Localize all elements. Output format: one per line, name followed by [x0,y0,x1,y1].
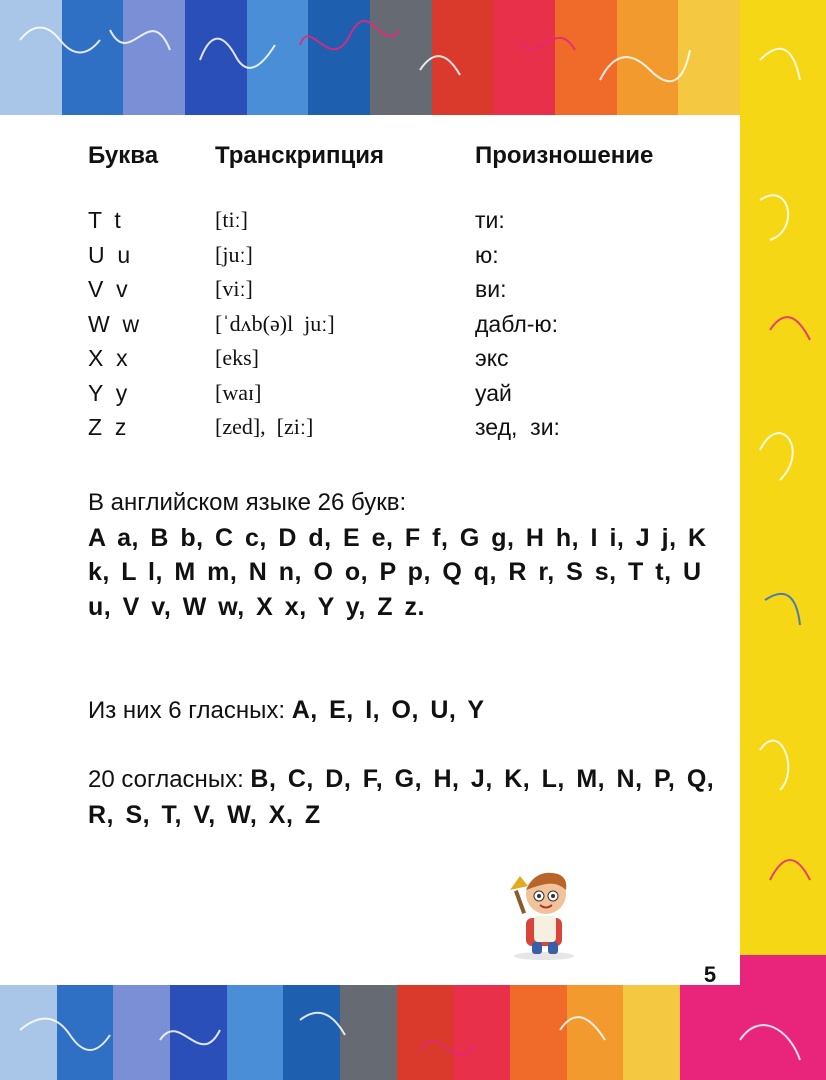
row-pronunciation: уай [475,379,512,406]
row-letter: Y y [88,379,128,406]
stripe [678,0,740,115]
stripe [340,985,397,1080]
row-transcription: [tiː] [215,207,248,232]
stripe [185,0,247,115]
header-letter: Буква [88,142,159,169]
row-pronunciation: ти: [475,207,505,233]
alphabet-letters: A a, B b, C c, D d, E e, F f, G g, H h, I i, J j, K k, L l, M m, N n, O o, P p, Q q, R r, S s, T t, U u, V v, W w, X x, Y y, Z z. [88,523,707,621]
stripe [432,0,494,115]
stripe [0,0,62,115]
row-transcription: [zed], [ziː] [215,414,314,439]
vowels-list: A, E, I, O, U, Y [291,696,485,724]
row-letter: U u [88,241,131,268]
header-transcription: Транскрипция [215,142,385,169]
row-transcription: [juː] [215,241,253,267]
header-pronunciation: Произношение [475,142,654,169]
row-letter: T t [88,207,121,233]
row-transcription: [ˈdʌb(ə)l juː] [215,310,335,336]
stripe [510,985,567,1080]
stripe [567,985,624,1080]
stripe [0,985,57,1080]
stripe [247,0,309,115]
row-transcription: [waɪ] [215,379,262,405]
alphabet-block [88,486,728,624]
stripe [227,985,284,1080]
stripe [453,985,510,1080]
alphabet-intro: В английском языке 26 букв: [88,489,407,516]
row-pronunciation: ви: [475,276,507,302]
bottom-stripes-decoration [0,985,680,1080]
boy-with-bell-illustration [496,860,586,960]
row-letter: Z z [88,414,127,440]
row-letter: V v [88,276,128,302]
consonants-label: 20 согласных: [88,766,244,793]
stripe [397,985,454,1080]
row-pronunciation: экс [475,345,509,371]
stripe [57,985,114,1080]
row-pronunciation: дабл-ю: [475,310,559,337]
consonants-block [88,762,728,833]
row-letter: W w [88,310,140,337]
stripe [62,0,124,115]
stripe [283,985,340,1080]
stripe [123,0,185,115]
stripe [555,0,617,115]
stripe [493,0,555,115]
row-pronunciation: ю: [475,241,499,268]
stripe [170,985,227,1080]
row-transcription: [viː] [215,276,253,301]
stripe [623,985,680,1080]
side-yellow-band [740,0,826,955]
consonants-list: B, C, D, F, G, H, J, K, L, M, N, P, Q, R, S, T, V, W, X, Z [88,765,715,829]
row-pronunciation: зед, зи: [475,414,560,440]
vowels-line [88,693,728,729]
row-letter: X x [88,345,128,371]
stripe [113,985,170,1080]
top-stripes-decoration [0,0,740,115]
stripe [370,0,432,115]
row-transcription: [eks] [215,345,259,370]
page-number: 5 [703,962,717,987]
stripe [308,0,370,115]
vowels-label: Из них 6 гласных: [88,697,286,724]
stripe [617,0,679,115]
